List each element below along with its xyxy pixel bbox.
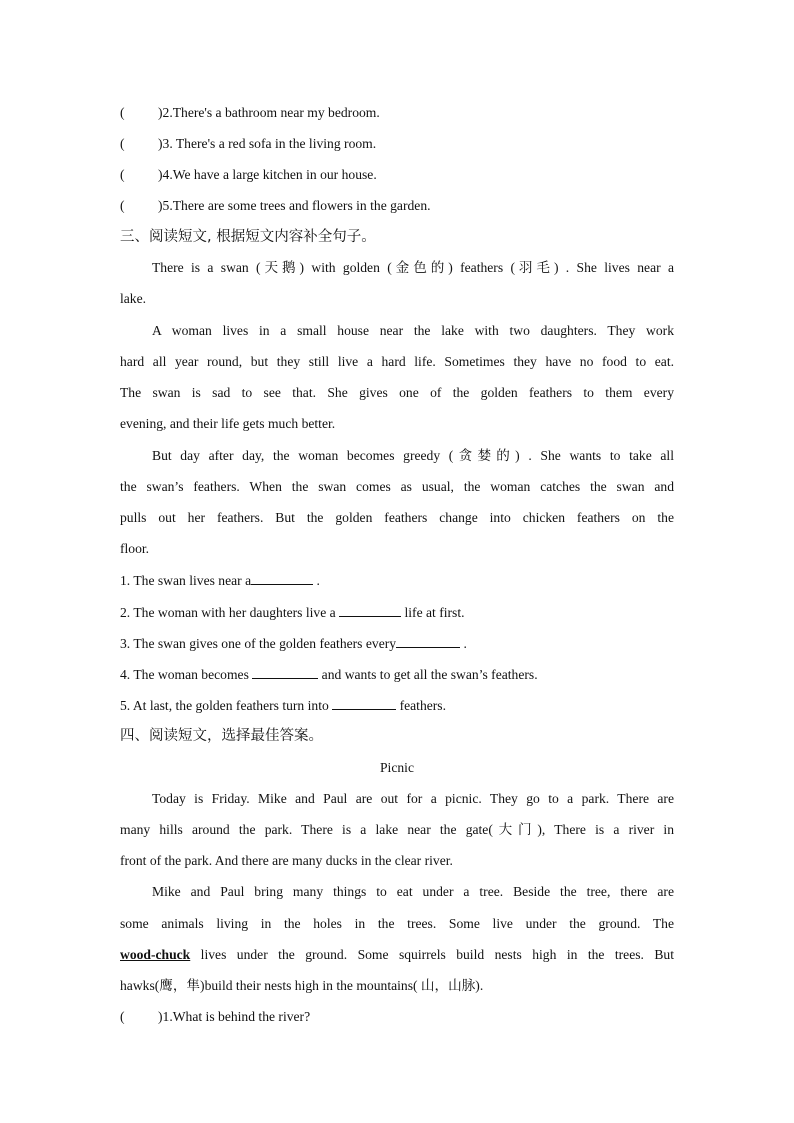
choice-question-1 bbox=[120, 1007, 674, 1027]
judgement-item-4 bbox=[120, 165, 674, 185]
passage1-line: A woman lives in a small house near the lake with two daughters. They work bbox=[152, 323, 674, 338]
item-text: )4.We have a large kitchen in our house. bbox=[158, 167, 377, 182]
passage1-line: hard all year round, but they still live a hard life. Sometimes they have no food to eat. bbox=[120, 354, 674, 369]
passage1-line: floor. bbox=[120, 541, 150, 556]
answer-blank[interactable] bbox=[252, 664, 318, 679]
keyword-woodchuck: wood-chuck bbox=[120, 947, 191, 962]
passage1-line: The swan is sad to see that. She gives one of the golden feathers to them every bbox=[120, 385, 674, 400]
answer-paren[interactable]: ( bbox=[120, 167, 125, 182]
passage2-line: some animals living in the holes in the trees. Some live under the ground. The bbox=[120, 916, 674, 931]
section4-heading: 四、阅读短文，选择最佳答案。 bbox=[120, 728, 323, 744]
answer-blank[interactable] bbox=[251, 570, 313, 585]
passage2-line: hawks(鹰，隼)build their nests high in the mountains( 山，山脉). bbox=[120, 978, 484, 993]
section3-heading: 三、阅读短文, 根据短文内容补全句子。 bbox=[120, 229, 376, 245]
answer-blank[interactable] bbox=[332, 695, 396, 710]
answer-paren[interactable]: ( bbox=[120, 1009, 125, 1024]
judgement-item-2 bbox=[120, 103, 674, 123]
passage2-line: front of the park. And there are many ducks in the clear river. bbox=[120, 853, 453, 868]
passage2-line: many hills around the park. There is a lake near the gate(大门), There is a river in bbox=[120, 822, 674, 837]
passage2-line: Mike and Paul bring many things to eat under a tree. Beside the tree, there are bbox=[152, 884, 674, 899]
answer-blank[interactable] bbox=[339, 602, 401, 617]
passage1-line: There is a swan (天鹅) with golden (金色的) feathers (羽毛) . She lives near a bbox=[152, 260, 674, 275]
passage2-line: Today is Friday. Mike and Paul are out for a picnic. They go to a park. There are bbox=[152, 791, 674, 806]
fill-question-3: 3. The swan gives one of the golden feathers every . bbox=[120, 633, 674, 654]
answer-paren[interactable]: ( bbox=[120, 105, 125, 120]
fill-question-2: 2. The woman with her daughters live a life at first. bbox=[120, 602, 674, 623]
answer-paren[interactable]: ( bbox=[120, 136, 125, 151]
answer-blank[interactable] bbox=[396, 633, 460, 648]
passage2-line: wood-chuck lives under the ground. Some squirrels build nests high in the trees. But bbox=[120, 947, 674, 962]
judgement-item-3 bbox=[120, 134, 674, 154]
question-text: )1.What is behind the river? bbox=[158, 1009, 311, 1024]
passage1-line: evening, and their life gets much better. bbox=[120, 416, 336, 431]
item-text: )5.There are some trees and flowers in the garden. bbox=[158, 198, 431, 213]
fill-question-5: 5. At last, the golden feathers turn into feathers. bbox=[120, 695, 674, 716]
passage1-line: pulls out her feathers. But the golden feathers change into chicken feathers on the bbox=[120, 510, 674, 525]
fill-question-1: 1. The swan lives near a . bbox=[120, 570, 674, 591]
fill-question-4: 4. The woman becomes and wants to get all the swan’s feathers. bbox=[120, 664, 674, 685]
judgement-item-5 bbox=[120, 196, 674, 216]
item-text: )2.There's a bathroom near my bedroom. bbox=[158, 105, 380, 120]
answer-paren[interactable]: ( bbox=[120, 198, 125, 213]
passage-title: Picnic bbox=[380, 760, 414, 775]
passage1-line: But day after day, the woman becomes greedy (贪婪的) . She wants to take all bbox=[152, 448, 674, 463]
passage1-line: lake. bbox=[120, 291, 147, 306]
passage1-line: the swan’s feathers. When the swan comes as usual, the woman catches the swan and bbox=[120, 479, 674, 494]
item-text: )3. There's a red sofa in the living room. bbox=[158, 136, 377, 151]
